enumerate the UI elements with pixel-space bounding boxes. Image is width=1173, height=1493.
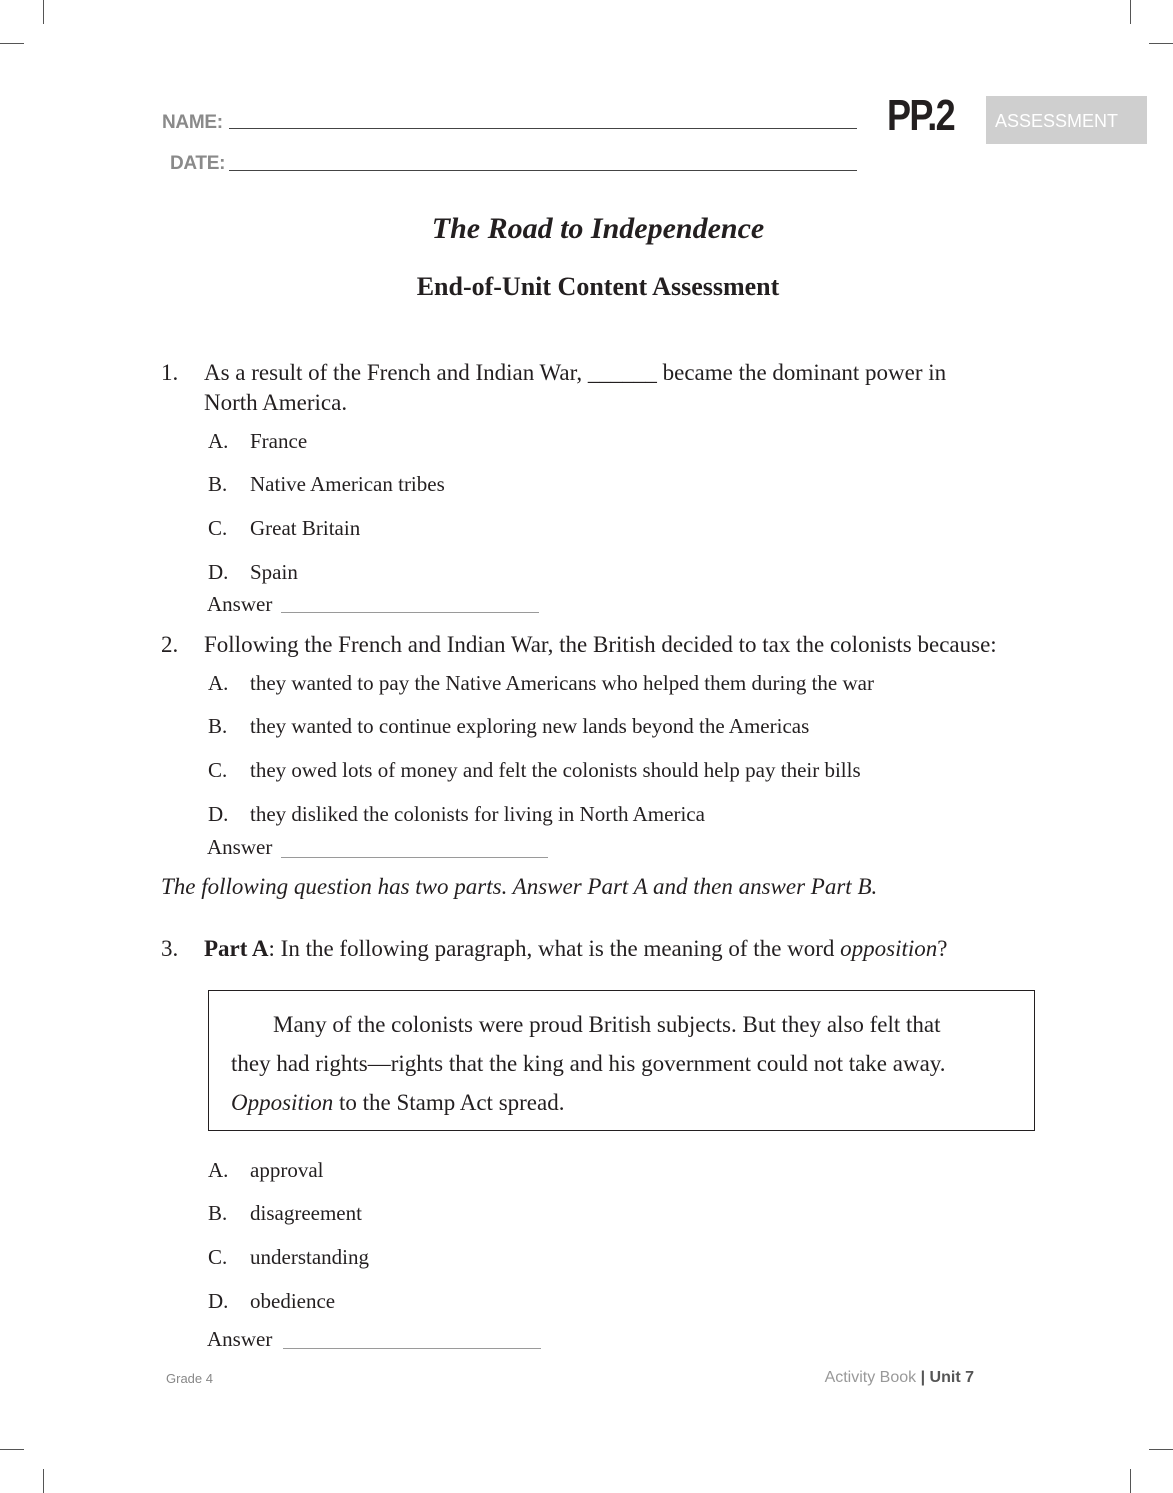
question-1-option-c[interactable] [208, 516, 360, 541]
option-text: they wanted to continue exploring new lands beyond the Americas [250, 714, 810, 738]
option-letter: D. [208, 560, 229, 584]
question-3-stem-before: : In the following paragraph, what is the meaning of the word [268, 936, 841, 961]
part-a-label: Part A [204, 936, 269, 961]
question-2-answer-field[interactable] [281, 857, 548, 858]
crop-mark [1130, 0, 1131, 24]
option-letter: C. [208, 1245, 228, 1269]
passage-line-3 [231, 1083, 1014, 1122]
question-3-option-d[interactable] [208, 1289, 335, 1314]
question-1-number: 1. [161, 360, 179, 385]
question-1-option-b[interactable] [208, 472, 445, 497]
passage-emphasis: Opposition [231, 1090, 334, 1115]
option-text: Spain [250, 560, 298, 584]
question-2-option-b[interactable] [208, 714, 809, 739]
question-1-answer-label: Answer [207, 592, 273, 616]
page-code: PP.2 [887, 91, 955, 140]
question-3-option-a[interactable] [208, 1158, 323, 1183]
name-label: NAME: [162, 112, 223, 133]
option-text: they owed lots of money and felt the colonists should help pay their bills [250, 758, 861, 782]
question-2-option-c[interactable] [208, 758, 861, 783]
passage-line-3-rest: to the Stamp Act spread. [333, 1090, 565, 1115]
option-letter: A. [208, 429, 229, 453]
question-2-answer-label: Answer [207, 835, 273, 859]
option-text: obedience [250, 1289, 336, 1313]
question-1-stem-before: As a result of the French and Indian War, [204, 360, 583, 385]
question-2-stem: Following the French and Indian War, the British decided to tax the colonists because: [204, 632, 997, 657]
option-text: France [250, 429, 308, 453]
option-letter: B. [208, 472, 228, 496]
question-2-option-a[interactable] [208, 671, 874, 696]
question-3-number: 3. [161, 936, 179, 961]
footer-book-unit [825, 1369, 974, 1387]
footer-unit: Unit 7 [929, 1369, 974, 1386]
assessment-tag: ASSESSMENT [986, 96, 1147, 144]
question-3-stem [204, 934, 948, 964]
option-text: Native American tribes [250, 472, 445, 496]
question-1-stem-line2: North America. [204, 390, 348, 415]
name-field[interactable] [229, 128, 857, 129]
passage-box [208, 990, 1035, 1131]
date-label: DATE: [170, 153, 226, 174]
footer-grade: Grade 4 [166, 1371, 213, 1386]
option-letter: A. [208, 1158, 229, 1182]
option-text: they wanted to pay the Native Americans who helped them during the war [250, 671, 874, 695]
two-part-instruction: The following question has two parts. Answer Part A and then answer Part B. [161, 874, 878, 899]
question-1-option-d[interactable] [208, 560, 298, 585]
option-text: understanding [250, 1245, 369, 1269]
passage-line-1: Many of the colonists were proud British subjects. But they also felt that [273, 1012, 941, 1037]
option-text: disagreement [250, 1201, 362, 1225]
page-title: The Road to Independence [431, 212, 765, 245]
question-3-stem-after: ? [937, 936, 948, 961]
footer-separator: | [920, 1369, 926, 1386]
question-3-option-b[interactable] [208, 1201, 362, 1226]
crop-mark [1130, 1469, 1131, 1493]
question-1-blank: ______ [587, 360, 657, 385]
option-text: approval [250, 1158, 324, 1182]
question-1-answer-field[interactable] [281, 612, 539, 613]
question-1-stem-after: became the dominant power in [662, 360, 947, 385]
option-letter: C. [208, 758, 228, 782]
question-1-stem [204, 358, 946, 388]
footer-book: Activity Book [824, 1369, 917, 1386]
crop-mark [43, 1469, 44, 1493]
passage-line-2: they had rights—rights that the king and his government could not take away. [231, 1051, 946, 1076]
question-1-option-a[interactable] [208, 429, 307, 454]
option-letter: D. [208, 802, 229, 826]
crop-mark [1149, 1449, 1173, 1450]
question-2-option-d[interactable] [208, 802, 705, 827]
question-3-answer-field[interactable] [283, 1348, 541, 1349]
question-3-answer-label: Answer [207, 1327, 273, 1351]
crop-mark [0, 43, 24, 44]
crop-mark [0, 1449, 24, 1450]
option-text: they disliked the colonists for living in North America [250, 802, 705, 826]
option-letter: C. [208, 516, 228, 540]
crop-mark [1149, 43, 1173, 44]
option-letter: B. [208, 714, 228, 738]
question-3-stem-word: opposition [840, 936, 938, 961]
option-letter: A. [208, 671, 229, 695]
page-subtitle: End-of-Unit Content Assessment [416, 272, 780, 301]
option-letter: B. [208, 1201, 228, 1225]
option-text: Great Britain [250, 516, 361, 540]
option-letter: D. [208, 1289, 229, 1313]
date-field[interactable] [229, 170, 857, 171]
question-2-number: 2. [161, 632, 179, 657]
crop-mark [43, 0, 44, 24]
question-3-option-c[interactable] [208, 1245, 369, 1270]
